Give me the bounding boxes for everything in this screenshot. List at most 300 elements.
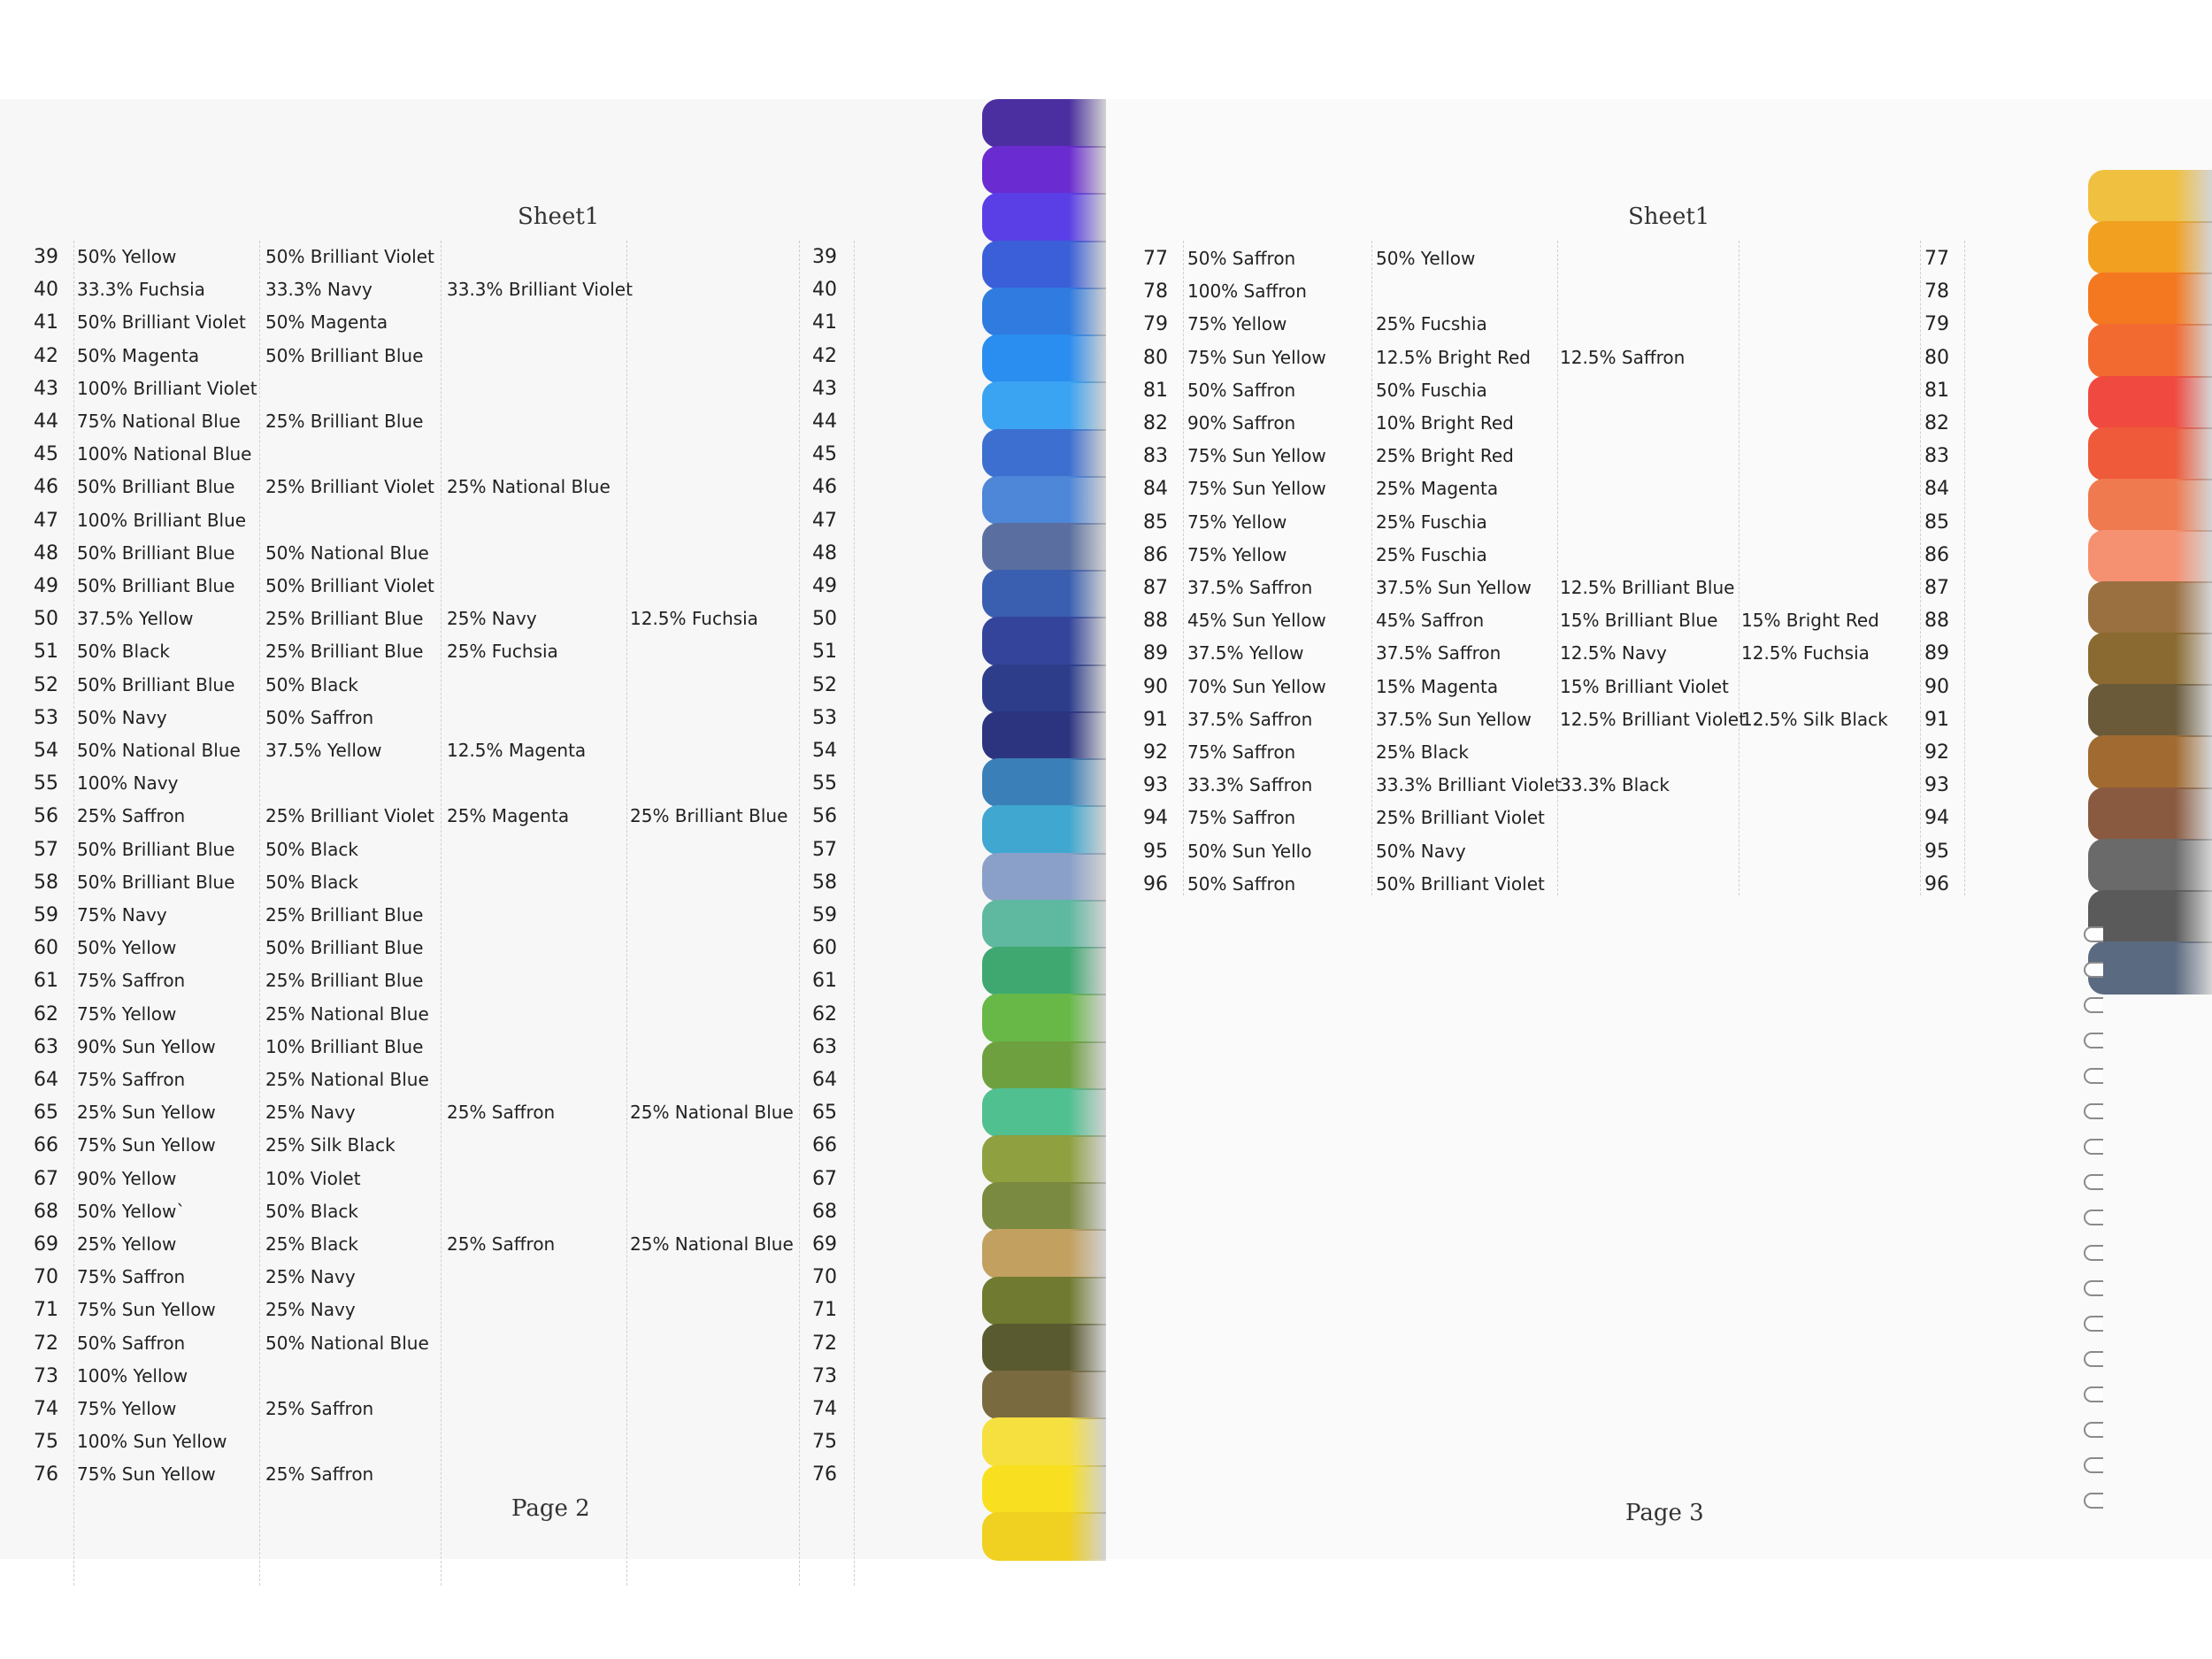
row-number-right: 87 <box>1924 577 1949 599</box>
yarn-swatch <box>982 476 1106 525</box>
row-number: 64 <box>34 1069 58 1091</box>
dye-component-2: 25% Magenta <box>1376 478 1499 500</box>
dye-component-2: 25% Brilliant Blue <box>265 970 424 992</box>
yarn-swatch <box>982 900 1106 949</box>
binding-hole <box>2084 962 2103 978</box>
row-number: 91 <box>1143 708 1168 731</box>
row-number: 66 <box>34 1134 58 1157</box>
row-number-right: 85 <box>1924 511 1949 534</box>
dye-component-2: 25% Saffron <box>265 1398 374 1419</box>
row-number: 50 <box>34 608 58 631</box>
row-number-right: 58 <box>812 871 837 894</box>
table-row <box>0 471 885 503</box>
row-number-right: 65 <box>812 1102 837 1125</box>
dye-component-1: 50% Brilliant Blue <box>77 476 235 498</box>
dye-component-1: 100% Yellow <box>77 1364 188 1386</box>
dye-component-2: 25% Brilliant Violet <box>265 476 434 498</box>
dye-component-3: 15% Brilliant Blue <box>1560 610 1718 632</box>
dye-component-2: 45% Saffron <box>1376 610 1485 632</box>
row-number: 96 <box>1143 872 1168 895</box>
dye-component-2: 12.5% Bright Red <box>1376 346 1531 368</box>
row-number: 92 <box>1143 741 1168 764</box>
dye-component-1: 25% Sun Yellow <box>77 1102 216 1124</box>
dye-component-1: 50% Brilliant Blue <box>77 541 235 564</box>
dye-component-1: 37.5% Yellow <box>77 608 194 630</box>
binding-hole <box>2084 1386 2103 1402</box>
dye-component-3: 25% Navy <box>447 608 537 630</box>
row-number: 47 <box>34 509 58 532</box>
dye-component-4: 12.5% Silk Black <box>1741 708 1888 730</box>
table-row <box>1106 308 1991 341</box>
dye-component-2: 50% Black <box>265 1200 358 1222</box>
dye-component-2: 25% Brilliant Blue <box>265 411 424 432</box>
dye-component-2: 25% Navy <box>265 1266 356 1288</box>
row-number-right: 91 <box>1924 708 1949 731</box>
row-number: 69 <box>34 1233 58 1256</box>
table-row <box>0 1163 885 1195</box>
table-row <box>0 306 885 339</box>
yarn-swatch <box>982 193 1106 242</box>
dye-component-1: 75% Yellow <box>77 1002 177 1025</box>
table-row <box>1106 242 1991 275</box>
row-number: 73 <box>34 1364 58 1387</box>
row-number-right: 63 <box>812 1035 837 1058</box>
row-number-right: 80 <box>1924 346 1949 369</box>
dye-component-1: 50% Yellow <box>77 937 177 959</box>
dye-component-1: 50% Brilliant Blue <box>77 838 235 860</box>
table-row <box>0 932 885 964</box>
row-number: 43 <box>34 377 58 400</box>
dye-component-2: 50% Magenta <box>265 311 388 334</box>
dye-component-4: 25% Brilliant Blue <box>630 805 788 827</box>
table-row <box>1106 275 1991 308</box>
table-row <box>0 998 885 1031</box>
dye-component-1: 75% Saffron <box>77 1266 186 1288</box>
dye-component-1: 75% Sun Yellow <box>77 1463 216 1486</box>
column-divider <box>73 241 74 1586</box>
dye-component-2: 10% Violet <box>265 1167 361 1189</box>
dye-component-1: 75% Yellow <box>1187 543 1287 565</box>
yarn-swatch <box>982 664 1106 713</box>
yarn-swatch <box>982 146 1106 195</box>
row-number-right: 41 <box>812 311 837 334</box>
table-row <box>0 1327 885 1360</box>
row-number-right: 90 <box>1924 675 1949 698</box>
yarn-swatch <box>2088 735 2212 788</box>
row-number-right: 75 <box>812 1431 837 1454</box>
row-number: 61 <box>34 970 58 993</box>
dye-component-1: 75% Saffron <box>1187 741 1296 763</box>
sheet-title: Sheet1 <box>518 204 600 230</box>
row-number-right: 78 <box>1924 280 1949 303</box>
dye-component-2: 50% Brilliant Violet <box>265 246 434 267</box>
row-number: 70 <box>34 1266 58 1289</box>
dye-component-2: 10% Bright Red <box>1376 412 1514 434</box>
table-row <box>1106 835 1991 868</box>
dye-component-2: 25% Black <box>265 1233 358 1255</box>
table-row <box>0 1393 885 1425</box>
yarn-swatch <box>982 334 1106 383</box>
yarn-swatch <box>2088 581 2212 634</box>
yarn-swatch <box>982 1371 1106 1419</box>
table-row <box>0 767 885 800</box>
column-divider <box>799 241 800 1586</box>
binding-hole <box>2084 1033 2103 1048</box>
row-number: 65 <box>34 1102 58 1125</box>
table-row <box>0 1129 885 1162</box>
dye-component-3: 25% Magenta <box>447 805 570 827</box>
yarn-swatch <box>982 994 1106 1042</box>
table-row <box>0 504 885 537</box>
column-divider <box>626 241 627 1586</box>
row-number-right: 62 <box>812 1002 837 1025</box>
row-number-right: 71 <box>812 1299 837 1322</box>
dye-component-1: 75% Saffron <box>77 970 186 992</box>
binding-hole <box>2084 1103 2103 1119</box>
dye-component-1: 50% Saffron <box>1187 872 1296 895</box>
row-number-right: 92 <box>1924 741 1949 764</box>
row-number-right: 79 <box>1924 313 1949 336</box>
yarn-swatch <box>982 1088 1106 1137</box>
row-number-right: 67 <box>812 1167 837 1190</box>
row-number-right: 76 <box>812 1463 837 1486</box>
row-number: 57 <box>34 838 58 861</box>
dye-component-1: 100% Sun Yellow <box>77 1431 227 1453</box>
dye-component-1: 50% Brilliant Blue <box>77 871 235 893</box>
yarn-swatch <box>982 1277 1106 1325</box>
table-row <box>0 273 885 306</box>
dye-component-1: 75% Saffron <box>1187 807 1296 829</box>
table-row <box>0 635 885 668</box>
dye-component-1: 50% Saffron <box>1187 379 1296 401</box>
dye-component-1: 50% Yellow <box>77 246 177 267</box>
dye-component-1: 75% Yellow <box>77 1398 177 1419</box>
table-row <box>0 1228 885 1261</box>
yarn-swatch <box>982 523 1106 572</box>
row-number: 68 <box>34 1200 58 1223</box>
dye-component-2: 50% National Blue <box>265 541 429 564</box>
row-number-right: 66 <box>812 1134 837 1157</box>
dye-component-3: 25% National Blue <box>447 476 611 498</box>
dye-component-1: 50% Magenta <box>77 344 200 366</box>
dye-component-2: 50% Brilliant Violet <box>1376 872 1545 895</box>
dye-component-3: 15% Brilliant Violet <box>1560 675 1729 697</box>
dye-component-4: 12.5% Fuchsia <box>630 608 758 630</box>
yarn-swatch <box>982 99 1106 148</box>
yarn-swatch <box>2088 941 2212 995</box>
dye-component-3: 25% Fuchsia <box>447 641 558 663</box>
dye-component-2: 25% Fuschia <box>1376 511 1487 533</box>
row-number-right: 95 <box>1924 840 1949 863</box>
dye-component-1: 100% National Blue <box>77 443 252 465</box>
table-row <box>0 1261 885 1294</box>
row-number-right: 48 <box>812 541 837 565</box>
table-row <box>0 405 885 438</box>
dye-component-3: 12.5% Navy <box>1560 642 1667 664</box>
row-number: 40 <box>34 279 58 302</box>
table-row <box>0 964 885 997</box>
row-number-right: 55 <box>812 772 837 795</box>
binding-hole <box>2084 1351 2103 1367</box>
right-page <box>1106 99 2212 1559</box>
row-number-right: 84 <box>1924 478 1949 501</box>
column-divider <box>1557 241 1558 895</box>
table-row <box>0 1458 885 1491</box>
dye-component-2: 25% Fucshia <box>1376 313 1487 335</box>
dye-component-2: 50% Navy <box>1376 840 1466 862</box>
binding-hole <box>2084 926 2103 942</box>
row-number: 74 <box>34 1398 58 1420</box>
row-number: 39 <box>34 246 58 268</box>
binding-hole <box>2084 1245 2103 1261</box>
table-row <box>1106 703 1991 736</box>
row-number-right: 64 <box>812 1069 837 1091</box>
binding-hole <box>2084 1139 2103 1155</box>
yarn-swatch <box>2088 890 2212 943</box>
dye-component-1: 75% Yellow <box>1187 511 1287 533</box>
row-number: 89 <box>1143 642 1168 665</box>
table-row <box>0 1294 885 1326</box>
dye-component-2: 50% Saffron <box>265 706 374 728</box>
yarn-swatch <box>2088 684 2212 737</box>
table-row <box>0 1195 885 1228</box>
row-number: 84 <box>1143 478 1168 501</box>
dye-component-2: 25% Saffron <box>265 1463 374 1486</box>
yarn-swatch-strip <box>2088 99 2212 1559</box>
dye-component-3: 25% Saffron <box>447 1102 556 1124</box>
row-number-right: 46 <box>812 476 837 499</box>
row-number: 72 <box>34 1332 58 1355</box>
dye-component-4: 12.5% Fuchsia <box>1741 642 1870 664</box>
dye-component-1: 75% Sun Yellow <box>1187 346 1326 368</box>
yarn-swatch <box>982 1135 1106 1184</box>
row-number: 83 <box>1143 445 1168 468</box>
dye-component-1: 75% Navy <box>77 904 167 926</box>
row-number: 80 <box>1143 346 1168 369</box>
row-number-right: 50 <box>812 608 837 631</box>
row-number: 54 <box>34 740 58 762</box>
yarn-swatch-strip <box>982 99 1106 1559</box>
row-number: 87 <box>1143 577 1168 599</box>
row-number: 77 <box>1143 248 1168 270</box>
row-number: 60 <box>34 937 58 960</box>
row-number: 55 <box>34 772 58 795</box>
row-number-right: 60 <box>812 937 837 960</box>
dye-component-2: 50% Brilliant Blue <box>265 344 424 366</box>
yarn-swatch <box>982 1229 1106 1278</box>
row-number-right: 44 <box>812 411 837 433</box>
table-row <box>0 373 885 405</box>
table-row <box>0 570 885 603</box>
row-number-right: 77 <box>1924 248 1949 270</box>
dye-component-2: 25% Navy <box>265 1102 356 1124</box>
left-page <box>0 99 1106 1559</box>
column-divider <box>259 241 260 1586</box>
dye-component-2: 25% Fuschia <box>1376 543 1487 565</box>
binding-hole <box>2084 1280 2103 1296</box>
binding-hole <box>2084 1316 2103 1332</box>
row-number: 41 <box>34 311 58 334</box>
row-number-right: 74 <box>812 1398 837 1420</box>
row-number-right: 81 <box>1924 379 1949 402</box>
row-number-right: 96 <box>1924 872 1949 895</box>
table-row <box>0 800 885 833</box>
row-number: 58 <box>34 871 58 894</box>
yarn-swatch <box>2088 839 2212 892</box>
dye-component-1: 75% Sun Yellow <box>77 1299 216 1321</box>
yarn-swatch <box>2088 530 2212 583</box>
row-number-right: 52 <box>812 673 837 696</box>
row-number-right: 53 <box>812 706 837 729</box>
table-row <box>0 899 885 932</box>
row-number-right: 88 <box>1924 610 1949 633</box>
yarn-swatch <box>2088 324 2212 377</box>
table-row <box>1106 604 1991 637</box>
row-number: 76 <box>34 1463 58 1486</box>
dye-component-4: 25% National Blue <box>630 1233 794 1255</box>
table-row <box>0 833 885 866</box>
yarn-swatch <box>2088 633 2212 686</box>
binding-hole <box>2084 1174 2103 1190</box>
table-row <box>0 1064 885 1096</box>
row-number-right: 72 <box>812 1332 837 1355</box>
yarn-swatch <box>2088 787 2212 841</box>
yarn-swatch <box>982 947 1106 995</box>
column-divider <box>441 241 442 1586</box>
dye-component-2: 50% National Blue <box>265 1332 429 1354</box>
dye-component-1: 75% Yellow <box>1187 313 1287 335</box>
dye-component-1: 100% Brilliant Blue <box>77 509 247 531</box>
row-number: 82 <box>1143 412 1168 434</box>
dye-component-2: 50% Yellow <box>1376 248 1476 269</box>
column-divider <box>1371 241 1372 895</box>
dye-component-2: 25% Brilliant Violet <box>1376 807 1545 829</box>
dye-component-1: 25% Yellow <box>77 1233 177 1255</box>
row-number-right: 82 <box>1924 412 1949 434</box>
dye-component-1: 100% Navy <box>77 772 179 795</box>
yarn-swatch <box>2088 273 2212 326</box>
dye-component-3: 12.5% Saffron <box>1560 346 1686 368</box>
dye-component-2: 50% Brilliant Blue <box>265 937 424 959</box>
dye-component-2: 50% Black <box>265 838 358 860</box>
row-number-right: 43 <box>812 377 837 400</box>
dye-component-2: 33.3% Navy <box>265 279 373 301</box>
dye-component-2: 25% Brilliant Blue <box>265 641 424 663</box>
row-number: 86 <box>1143 543 1168 566</box>
dye-component-1: 37.5% Yellow <box>1187 642 1304 664</box>
table-row <box>0 1360 885 1393</box>
row-number-right: 45 <box>812 443 837 466</box>
row-number-right: 69 <box>812 1233 837 1256</box>
binding-hole <box>2084 1068 2103 1084</box>
row-number: 46 <box>34 476 58 499</box>
table-row <box>0 734 885 767</box>
dye-component-1: 90% Saffron <box>1187 412 1296 434</box>
column-divider <box>1920 241 1921 895</box>
column-divider <box>1964 241 1965 895</box>
row-number-right: 56 <box>812 805 837 828</box>
row-number-right: 51 <box>812 641 837 664</box>
table-row <box>0 866 885 899</box>
sheet-title: Sheet1 <box>1628 204 1710 230</box>
dye-component-2: 37.5% Sun Yellow <box>1376 708 1532 730</box>
row-number: 44 <box>34 411 58 433</box>
dye-component-2: 10% Brilliant Blue <box>265 1035 424 1057</box>
yarn-swatch <box>982 1465 1106 1514</box>
dye-component-1: 75% Saffron <box>77 1069 186 1090</box>
row-number-right: 73 <box>812 1364 837 1387</box>
yarn-swatch <box>982 758 1106 807</box>
dye-component-1: 33.3% Saffron <box>1187 774 1313 796</box>
row-number: 45 <box>34 443 58 466</box>
dye-component-1: 75% National Blue <box>77 411 241 432</box>
row-number-right: 57 <box>812 838 837 861</box>
table-row <box>1106 440 1991 472</box>
dye-component-1: 33.3% Fuchsia <box>77 279 205 301</box>
dye-component-1: 100% Saffron <box>1187 280 1307 303</box>
dye-component-2: 25% Bright Red <box>1376 445 1514 467</box>
yarn-swatch <box>982 617 1106 665</box>
dye-component-4: 25% National Blue <box>630 1102 794 1124</box>
dye-component-3: 33.3% Brilliant Violet <box>447 279 633 301</box>
row-number: 71 <box>34 1299 58 1322</box>
row-number-right: 68 <box>812 1200 837 1223</box>
dye-component-2: 50% Black <box>265 673 358 695</box>
row-number: 48 <box>34 541 58 565</box>
dye-component-2: 25% Brilliant Violet <box>265 805 434 827</box>
row-number-right: 93 <box>1924 774 1949 797</box>
yarn-swatch <box>2088 479 2212 532</box>
yarn-swatch <box>982 1182 1106 1231</box>
table-row <box>1106 472 1991 505</box>
binding-hole <box>2084 1210 2103 1225</box>
dye-component-2: 50% Brilliant Violet <box>265 575 434 596</box>
dye-component-2: 25% Silk Black <box>265 1134 396 1156</box>
dye-component-1: 37.5% Saffron <box>1187 577 1313 598</box>
yarn-swatch <box>982 1041 1106 1090</box>
table-row <box>1106 671 1991 703</box>
table-row <box>1106 769 1991 802</box>
yarn-swatch <box>982 805 1106 854</box>
table-row <box>0 1031 885 1064</box>
page-number: Page 3 <box>1625 1500 1704 1526</box>
table-row <box>0 603 885 635</box>
dye-component-1: 25% Saffron <box>77 805 186 827</box>
yarn-swatch <box>982 1512 1106 1561</box>
dye-component-1: 50% Yellow` <box>77 1200 186 1222</box>
yarn-swatch <box>982 570 1106 618</box>
dye-component-3: 25% Saffron <box>447 1233 556 1255</box>
dye-component-1: 100% Brilliant Violet <box>77 377 257 399</box>
table-row <box>1106 802 1991 834</box>
dye-component-1: 50% Brilliant Violet <box>77 311 246 334</box>
row-number: 52 <box>34 673 58 696</box>
yarn-swatch <box>2088 376 2212 429</box>
dye-component-1: 75% Sun Yellow <box>77 1134 216 1156</box>
binding-hole <box>2084 1493 2103 1509</box>
row-number-right: 42 <box>812 344 837 367</box>
row-number: 67 <box>34 1167 58 1190</box>
row-number: 95 <box>1143 840 1168 863</box>
table-row <box>1106 342 1991 374</box>
column-divider <box>1739 241 1740 895</box>
row-number-right: 47 <box>812 509 837 532</box>
dye-component-1: 50% Brilliant Blue <box>77 575 235 596</box>
table-row <box>0 669 885 702</box>
yarn-swatch <box>982 853 1106 902</box>
dye-component-1: 75% Sun Yellow <box>1187 478 1326 500</box>
dye-component-2: 25% Navy <box>265 1299 356 1321</box>
